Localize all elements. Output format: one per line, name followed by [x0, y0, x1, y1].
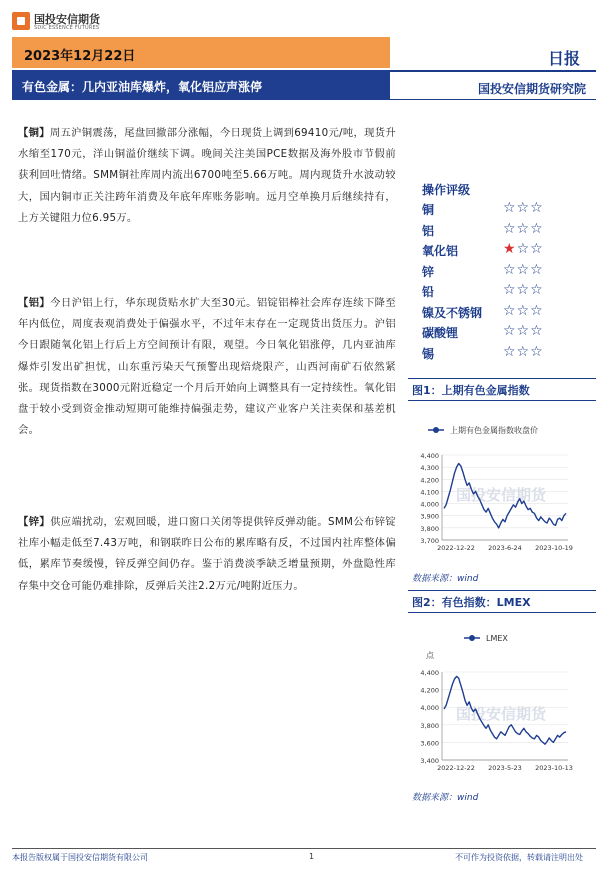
aluminum-tag: 【铝】 [18, 297, 51, 309]
rating-name: 碳酸锂 [422, 326, 459, 340]
y-tick-label: 4,400 [420, 669, 439, 677]
zinc-paragraph [18, 512, 396, 597]
company-logo [12, 10, 102, 34]
rating-name: 锌 [422, 264, 435, 279]
y-tick-label: 4,000 [420, 500, 439, 509]
legend-marker [433, 427, 439, 433]
rating-list [420, 199, 580, 363]
copper-tag: 【铜】 [18, 127, 50, 139]
rating-row-lithium [420, 322, 580, 343]
y-tick-label: 4,300 [420, 464, 439, 473]
zinc-tag: 【锌】 [18, 516, 51, 528]
rating-row-copper [420, 199, 580, 220]
figure1-top-rule [408, 378, 596, 379]
figure1-watermark: 国投安信期货 [456, 486, 547, 504]
rating-name: 铝 [422, 223, 435, 238]
page-number: 1 [309, 852, 315, 861]
rating-name: 锡 [422, 346, 435, 361]
y-tick-label: 3,600 [420, 739, 439, 748]
figure2-chart [408, 616, 596, 781]
zinc-text: 供应端扰动，宏观回暖，进口窗口关闭等提供锌反弹动能。SMM公布锌锭社库小幅走低至7.43万吨，和钢联昨日公布的累库略有反，不过国内社库整体偏低，累库节奏缓慢，锌反弹空间仍存。鉴于消费淡季缺乏增量预期，外盘隐性库存集中交仓可能仍难排除，反弹后关注2.2万元/吨附近压力。 [18, 516, 396, 592]
logo-chinese-name: 国投安信期货 [34, 13, 100, 26]
rating-row-alumina [420, 240, 580, 261]
logo-icon [12, 12, 30, 30]
legend-marker [469, 635, 475, 641]
legend-label: 上期有色金属指数收盘价 [450, 426, 538, 435]
rating-stars: ☆☆☆ [503, 282, 544, 298]
y-tick-label: 4,100 [420, 488, 439, 497]
legend-label: LMEX [486, 634, 508, 643]
y-tick-label: 3,800 [420, 721, 439, 730]
report-date: 2023年12月22日 [24, 49, 136, 64]
x-tick-label: 2023-10-13 [535, 764, 573, 772]
rating-name: 氧化铝 [422, 244, 459, 258]
rating-stars: ☆☆☆ [503, 261, 544, 278]
figure2-title-rule [408, 612, 596, 613]
rating-name: 镍及不锈钢 [422, 305, 483, 320]
rating-stars: ★☆☆ [503, 241, 544, 257]
y-tick-label: 4,200 [420, 686, 439, 695]
rating-name: 铅 [422, 285, 435, 299]
rating-stars: ☆☆☆ [503, 343, 544, 360]
figure1-title: 图1：上期有色金属指数 [412, 384, 530, 397]
copper-text: 周五沪铜震荡，尾盘回撤部分涨幅，今日现货上调到69410元/吨，现货升水缩至170元，洋山铜溢价继续下调。晚间关注美国PCE数据及海外股市节假前获利回吐情绪。SMM铜社库周内流出6700吨至5.66万吨。周内现货升水波动较大，国内铜市正关注跨年消费及年底年库账务影响。远月空单换月后继续持有，上方关键阻力位6.95万。 [18, 127, 396, 224]
rating-row-nickel [420, 302, 580, 323]
footer-copyright: 本报告版权属于国投安信期货有限公司 [12, 853, 148, 862]
figure1-title-rule [408, 400, 596, 401]
y-tick-label: 4,200 [420, 476, 439, 485]
y-tick-label: 4,400 [420, 452, 439, 460]
report-headline: 有色金属：几内亚油库爆炸，氧化铝应声涨停 [22, 80, 263, 94]
rating-stars: ☆☆☆ [503, 302, 544, 319]
y-tick-label: 4,000 [420, 704, 439, 713]
y-axis-unit: 点 [426, 651, 434, 660]
rating-name: 铜 [422, 203, 435, 217]
footer-rule [12, 848, 596, 849]
report-type: 日报 [548, 49, 581, 68]
rating-row-tin [420, 343, 580, 364]
rating-row-aluminum [420, 220, 580, 241]
rating-stars: ☆☆☆ [503, 220, 544, 237]
x-tick-label: 2023-6-24 [488, 544, 522, 552]
institute-name: 国投安信期货研究院 [478, 82, 587, 96]
aluminum-text: 今日沪铝上行，华东现货贴水扩大至30元。铝锭铝棒社会库存连续下降至年内低位，周度表观消费处于偏强水平，不过年末存在一定现货出货压力。沪铝今日跟随氧化铝上行后上方空间预计有限，观望。今日氧化铝涨停，几内亚油库爆炸引发出矿担忧，山东重污染天气预警出现焙烧限产，山西河南矿石依然紧张。现货指数在3000元附近稳定一个月后开始向上调整具有一定持续性。氧化铝盘于较小受到资金推动短期可能维持偏强走势，建议产业客户关注卖保和基差机会。 [18, 297, 396, 437]
rating-title: 操作评级 [422, 183, 471, 197]
logo-english-name: SDIC ESSENCE FUTURES [34, 25, 100, 31]
x-tick-label: 2023-10-19 [535, 544, 573, 552]
x-tick-label: 2023-5-23 [488, 764, 522, 772]
y-tick-label: 3,800 [420, 524, 439, 533]
figure2-top-rule [408, 590, 596, 591]
x-tick-label: 2022-12-22 [437, 764, 475, 772]
aluminum-paragraph [18, 293, 396, 441]
figure2-source: 数据来源：wind [412, 793, 479, 803]
rating-row-lead [420, 281, 580, 302]
rating-stars: ☆☆☆ [503, 323, 544, 339]
figure2-watermark: 国投安信期货 [456, 705, 547, 723]
figure1-source: 数据来源：wind [412, 574, 479, 584]
rating-row-zinc [420, 261, 580, 282]
footer-disclaimer: 不可作为投资依据，转载请注明出处 [455, 853, 583, 862]
figure1-chart [408, 405, 596, 567]
copper-paragraph [18, 123, 396, 229]
y-tick-label: 3,900 [420, 512, 439, 521]
rating-stars: ☆☆☆ [503, 200, 544, 216]
y-tick-label: 3,400 [420, 757, 439, 765]
x-tick-label: 2022-12-22 [437, 544, 475, 552]
figure2-title: 图2：有色指数：LMEX [412, 596, 531, 609]
y-tick-label: 3,700 [420, 537, 439, 545]
